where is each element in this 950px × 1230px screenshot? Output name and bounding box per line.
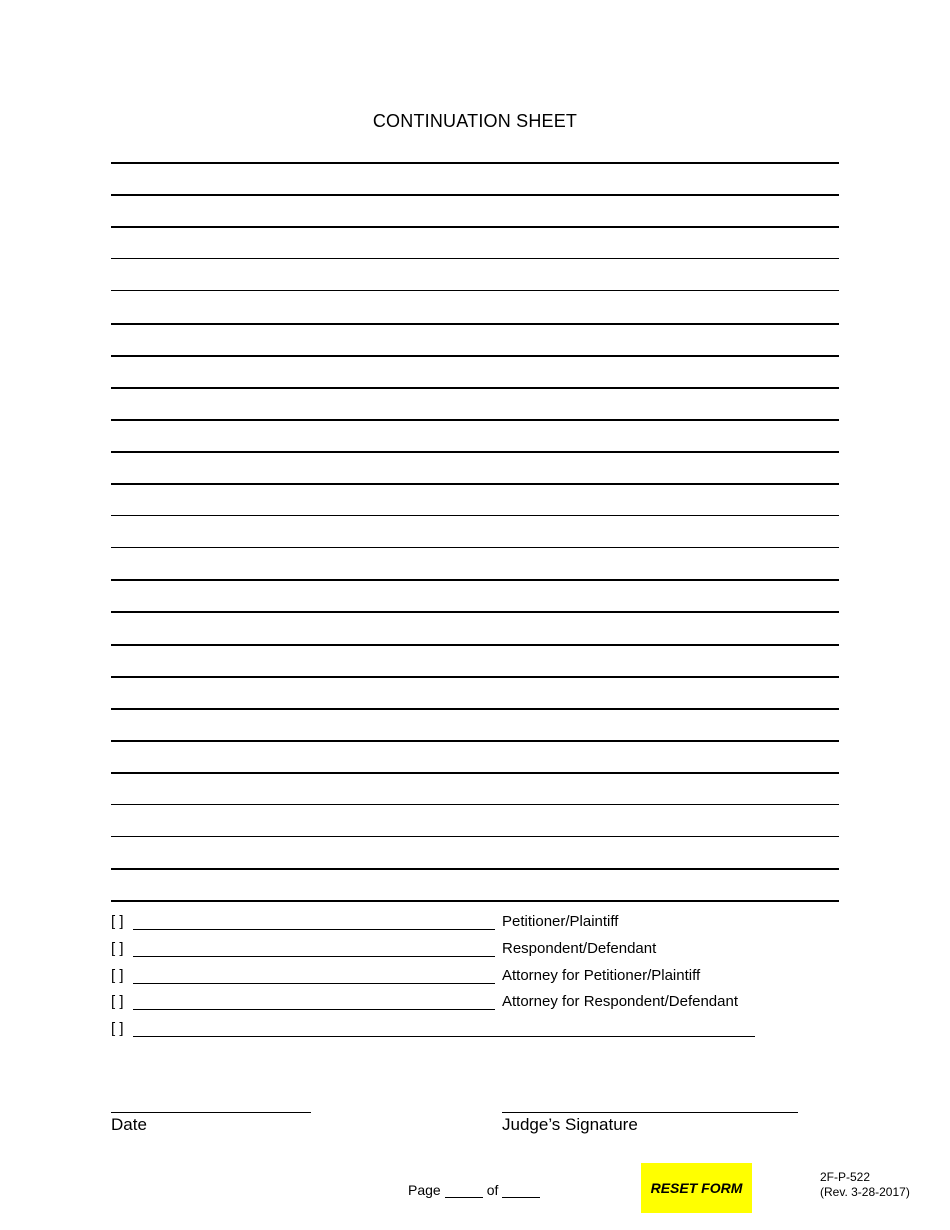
form-revision: (Rev. 3-28-2017) [820,1185,910,1199]
bracket-text: [ ] [111,1020,124,1038]
ruled-line[interactable] [111,355,839,357]
ruled-line[interactable] [111,836,839,837]
form-identifier [820,1170,910,1200]
ruled-line[interactable] [111,900,839,902]
page-prefix: Page [408,1182,441,1198]
ruled-line-input[interactable] [111,485,843,513]
date-signature-line [111,1112,311,1113]
page-total-field[interactable] [502,1183,540,1198]
ruled-line-input[interactable] [111,422,843,450]
ruled-line-input[interactable] [111,679,843,707]
ruled-line-input[interactable] [111,582,843,610]
copy-name-field[interactable] [133,912,495,930]
ruled-line[interactable] [111,194,839,196]
ruled-line-input[interactable] [111,228,843,256]
ruled-line-input[interactable] [111,615,843,643]
ruled-line[interactable] [111,387,839,389]
ruled-line-input[interactable] [111,197,843,225]
ruled-area [111,162,839,874]
ruled-line[interactable] [111,547,839,548]
ruled-line[interactable] [111,323,839,325]
ruled-line[interactable] [111,515,839,516]
copy-name-field[interactable] [133,1019,755,1037]
bracket-text: [ ] [111,939,124,957]
copy-row [111,962,700,984]
copy-name-field[interactable] [133,992,495,1010]
copy-row [111,935,656,957]
ruled-line[interactable] [111,579,839,581]
ruled-line[interactable] [111,708,839,710]
ruled-line[interactable] [111,258,839,259]
ruled-line-input[interactable] [111,550,843,578]
ruled-line[interactable] [111,611,839,613]
page-title: CONTINUATION SHEET [372,111,578,131]
judge-signature-line [502,1112,798,1113]
ruled-line[interactable] [111,290,839,291]
copy-name-input[interactable] [135,939,493,955]
checkbox-bracket[interactable] [111,993,133,1010]
page-current-field[interactable] [445,1183,483,1198]
judge-signature-label: Judge’s Signature [502,1115,638,1134]
form-number: 2F-P-522 [820,1170,871,1184]
ruled-line-input[interactable] [111,743,843,771]
ruled-line-input[interactable] [111,774,843,802]
ruled-line[interactable] [111,676,839,678]
ruled-line[interactable] [111,644,839,646]
ruled-line-input[interactable] [111,711,843,739]
page-number [408,1182,544,1198]
ruled-line-input[interactable] [111,358,843,386]
bracket-text: [ ] [111,913,124,930]
ruled-line-input[interactable] [111,806,843,834]
page-of: of [486,1182,499,1198]
ruled-line-input[interactable] [111,294,843,322]
ruled-line-input[interactable] [111,871,843,899]
checkbox-bracket[interactable] [111,940,133,957]
ruled-line[interactable] [111,740,839,742]
copy-role-label: Petitioner/Plaintiff [502,913,619,930]
copy-name-input[interactable] [135,912,493,928]
ruled-line[interactable] [111,804,839,805]
copy-name-field[interactable] [133,939,495,957]
copy-role-label: Attorney for Petitioner/Plaintiff [502,966,701,984]
bracket-text: [ ] [111,966,124,984]
ruled-line-input[interactable] [111,839,843,867]
ruled-line[interactable] [111,451,839,453]
checkbox-bracket[interactable] [111,1020,133,1037]
copy-row [111,1015,755,1037]
ruled-line-input[interactable] [111,390,843,418]
copy-row [111,988,738,1010]
bracket-text: [ ] [111,993,124,1011]
ruled-line-input[interactable] [111,326,843,354]
copy-name-input[interactable] [135,1019,753,1035]
ruled-line-input[interactable] [111,165,843,193]
ruled-line-input[interactable] [111,454,843,482]
ruled-line[interactable] [111,868,839,870]
copy-role-label: Attorney for Respondent/Defendant [502,993,738,1011]
ruled-line[interactable] [111,419,839,421]
copy-name-input[interactable] [135,992,493,1008]
copy-role-label: Respondent/Defendant [502,939,657,957]
checkbox-bracket[interactable] [111,967,133,984]
ruled-line-input[interactable] [111,517,843,545]
copy-name-field[interactable] [133,966,495,984]
copy-row [111,908,618,930]
reset-form-button[interactable]: RESET FORM [641,1163,752,1213]
ruled-line[interactable] [111,162,839,164]
ruled-line-input[interactable] [111,647,843,675]
date-label: Date [111,1115,147,1134]
copy-name-input[interactable] [135,966,493,982]
checkbox-bracket[interactable] [111,913,133,930]
ruled-line-input[interactable] [111,260,843,288]
